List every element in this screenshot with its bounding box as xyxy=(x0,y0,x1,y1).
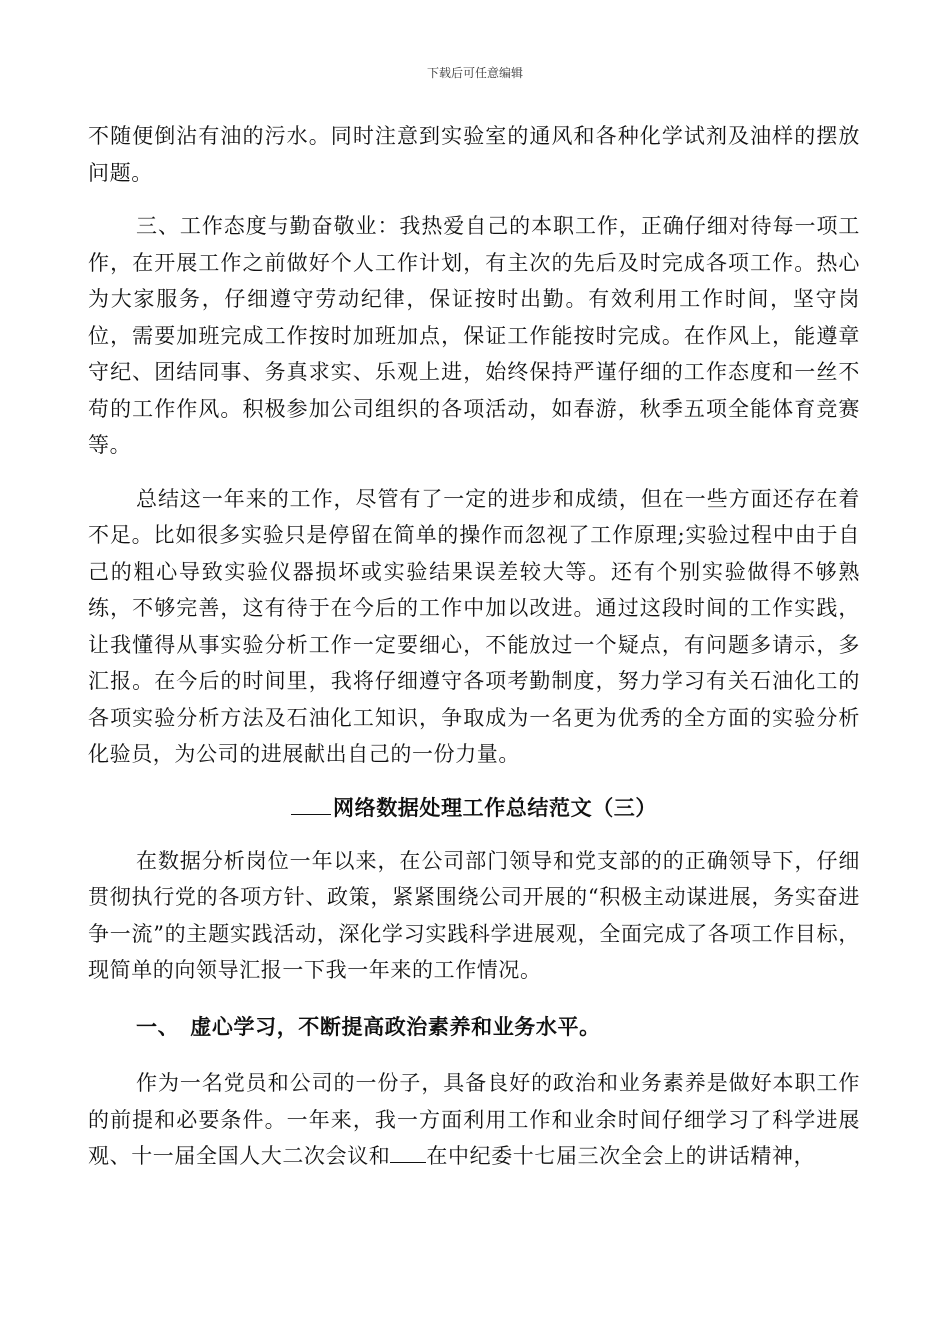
section-title xyxy=(88,790,860,826)
paragraph-intro: 在数据分析岗位一年以来，在公司部门领导和党支部的的正确领导下，仔细贯彻执行党的各项方针、政策，紧紧围绕公司开展的“积极主动谋进展，务实奋进争一流”的主题实践活动，深化学习实践科学进展观，全面完成了各项工作目标，现简单的向领导汇报一下我一年来的工作情况。 xyxy=(88,848,860,982)
paragraph-study xyxy=(88,1065,860,1175)
paragraph-study-part2: 在中纪委十七届三次全会上的讲话精神， xyxy=(426,1144,816,1168)
title-blank-underline xyxy=(291,796,331,815)
subsection-heading: 一、 虚心学习，不断提高政治素养和业务水平。 xyxy=(136,1013,601,1039)
document-body xyxy=(88,118,860,1175)
page-header-note: 下载后可任意编辑 xyxy=(426,66,523,80)
paragraph-summary: 总结这一年来的工作，尽管有了一定的进步和成绩，但在一些方面还存在着不足。比如很多实验只是停留在简单的操作而忽视了工作原理;实验过程中由于自己的粗心导致实验仪器损坏或实验结果误差较大等。还有个别实验做得不够熟练，不够完善，这有待于在今后的工作中加以改进。通过这段时间的工作实践，让我懂得从事实验分析工作一定要细心，不能放过一个疑点，有问题多请示，多汇报。在今后的时间里，我将仔细遵守各项考勤制度，努力学习有关石油化工的各项实验分析方法及石油化工知识，争取成为一名更为优秀的全方面的实验分析化验员，为公司的进展献出自己的一份力量。 xyxy=(88,486,860,766)
paragraph-work-attitude: 三、工作态度与勤奋敬业：我热爱自己的本职工作，正确仔细对待每一项工作，在开展工作之前做好个人工作计划，有主次的先后及时完成各项工作。热心为大家服务，仔细遵守劳动纪律，保证按时出勤。有效利用工作时间，坚守岗位，需要加班完成工作按时加班加点，保证工作能按时完成。在作风上，能遵章守纪、团结同事、务真求实、乐观上进，始终保持严谨仔细的工作态度和一丝不苟的工作作风。积极参加公司组织的各项活动，如春游，秋季五项全能体育竞赛等。 xyxy=(88,214,860,457)
paragraph-study-part1: 作为一名党员和公司的一份子，具备良好的政治和业务素养是做好本职工作的前提和必要条件。一年来，我一方面利用工作和业余时间仔细学习了科学进展观、十一届全国人大二次会议和 xyxy=(88,1071,860,1168)
title-text: 网络数据处理工作总结范文（三） xyxy=(333,794,657,820)
paragraph-continued: 不随便倒沾有油的污水。同时注意到实验室的通风和各种化学试剂及油样的摆放问题。 xyxy=(88,124,860,185)
blank-underline xyxy=(390,1144,426,1163)
